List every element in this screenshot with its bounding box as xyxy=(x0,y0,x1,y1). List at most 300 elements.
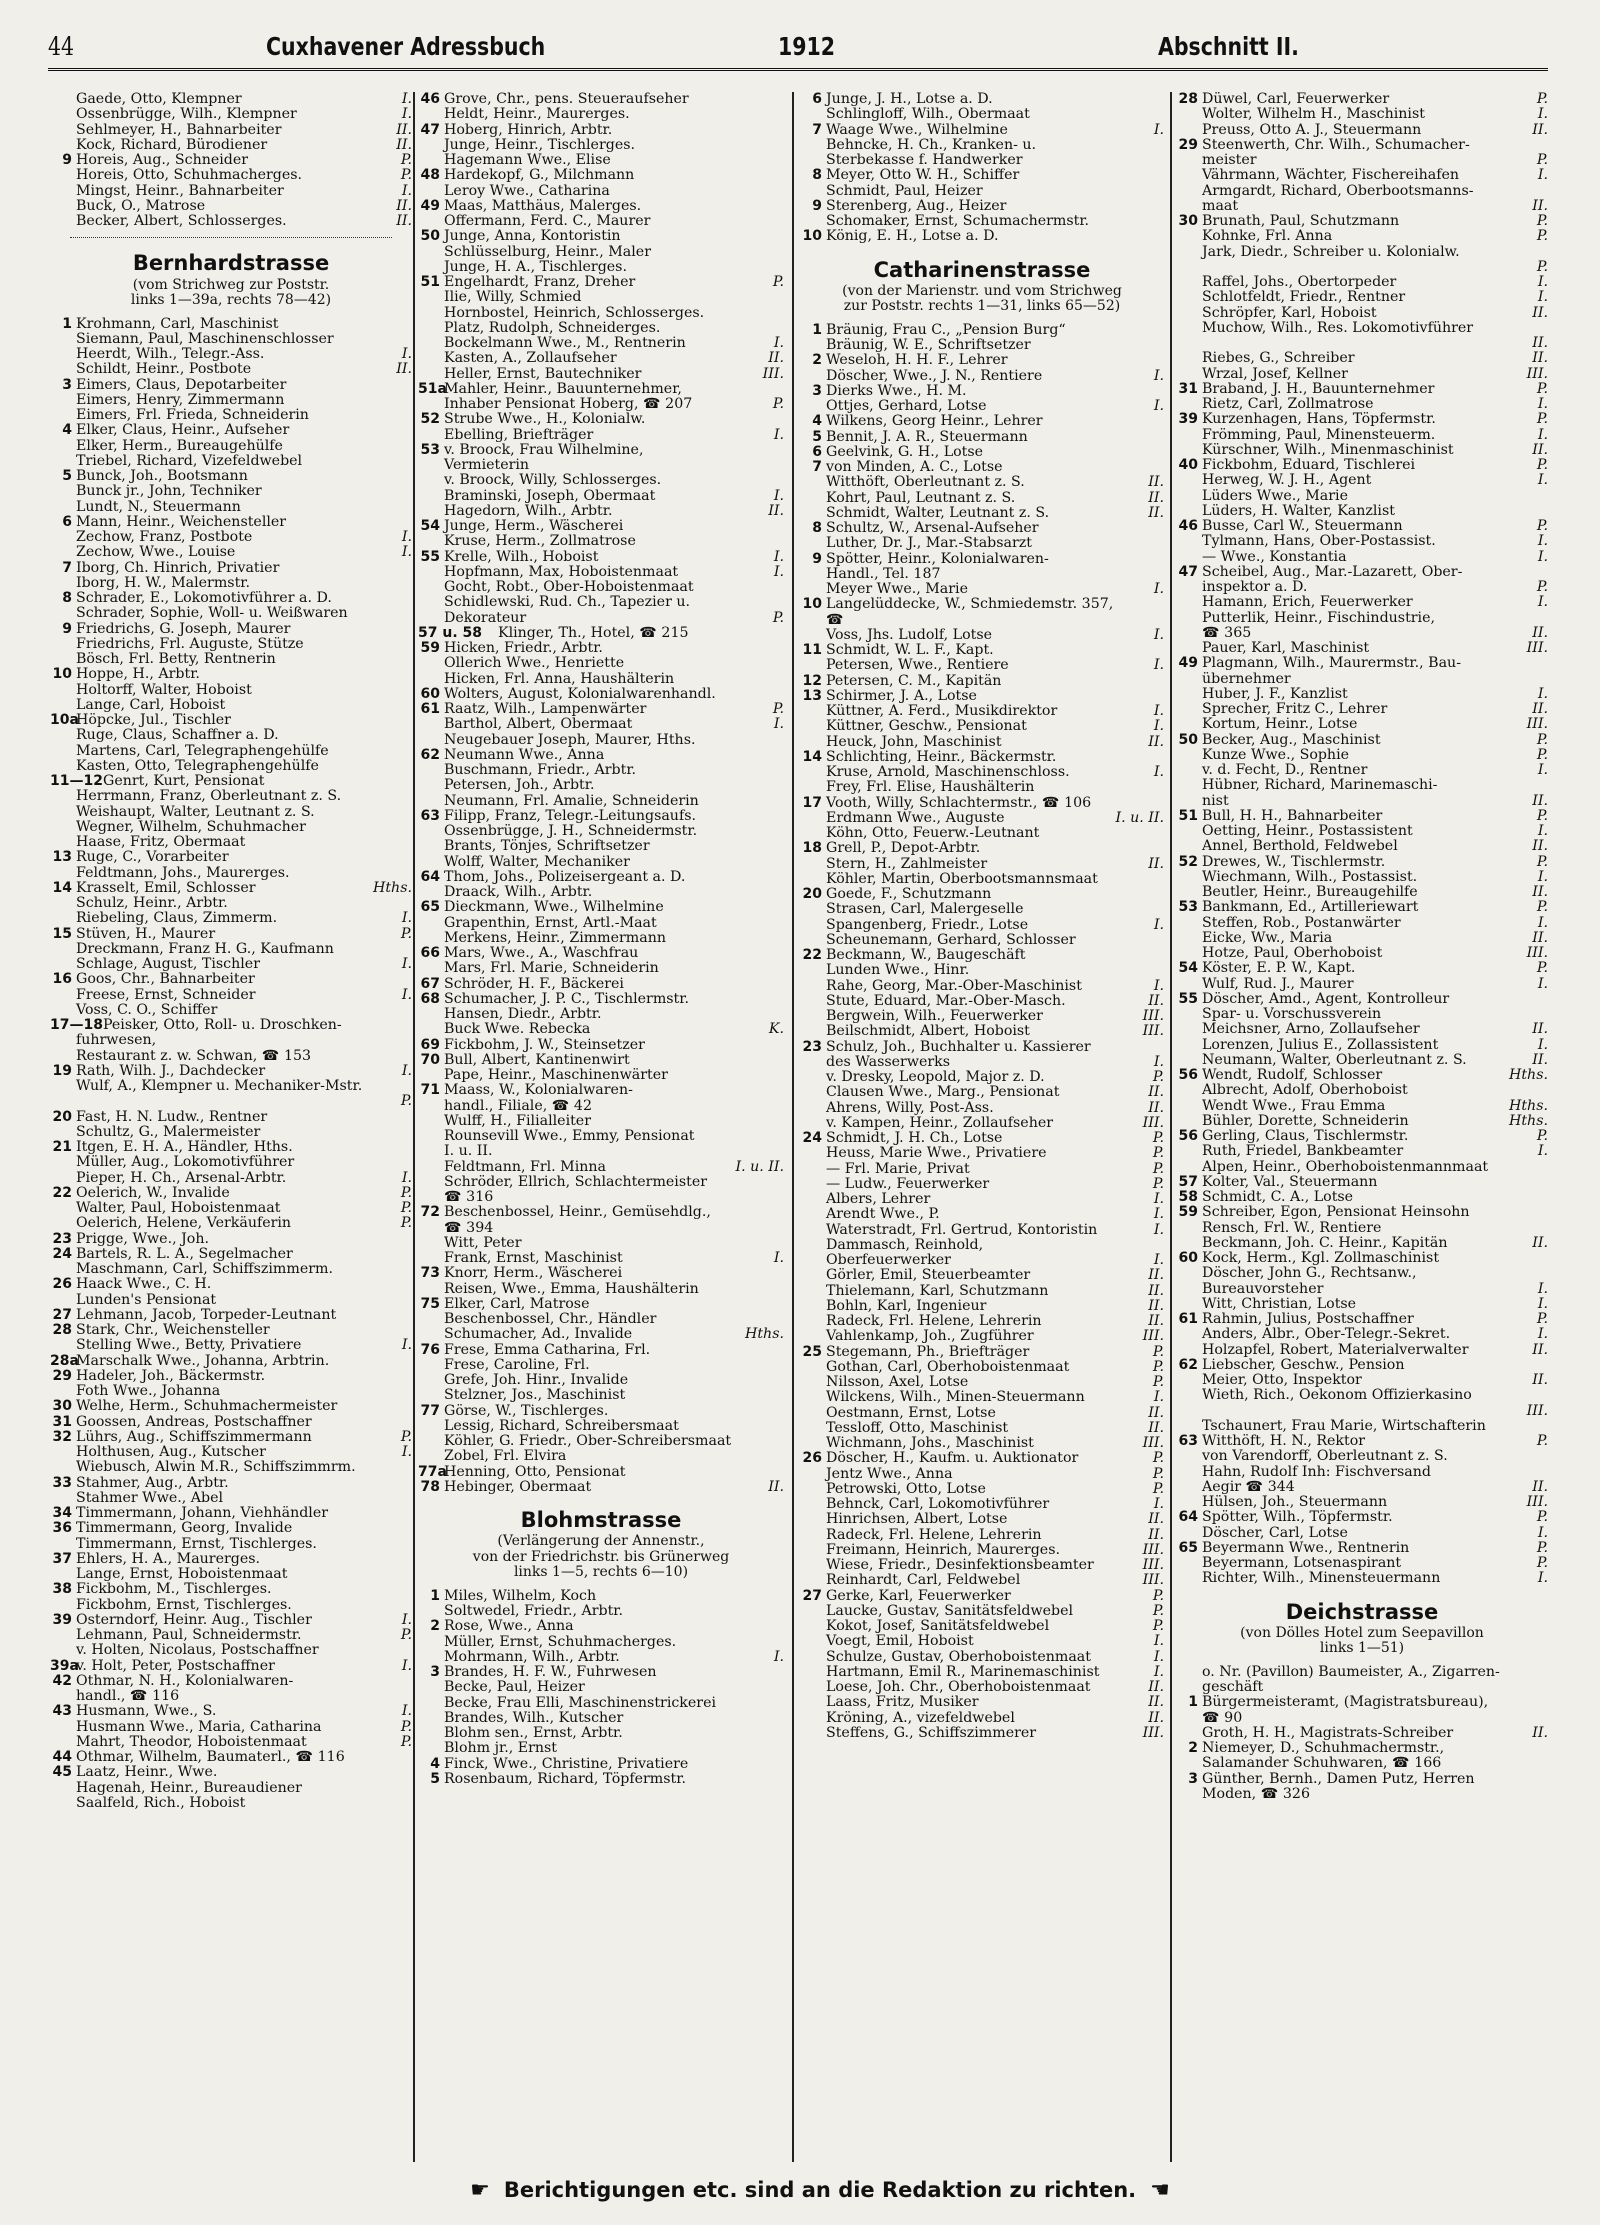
house-number: 8 xyxy=(812,168,822,184)
directory-entry xyxy=(418,1114,784,1129)
directory-entry xyxy=(50,606,412,621)
directory-entry xyxy=(800,414,1164,429)
directory-entry xyxy=(800,1558,1164,1573)
directory-entry xyxy=(418,1772,784,1787)
resident-text: Freimann, Heinrich, Maurerges. xyxy=(826,1542,1060,1558)
resident-text: Walter, Paul, Hoboistenmaat xyxy=(76,1201,281,1216)
directory-entry xyxy=(50,1369,412,1384)
house-number: 22 xyxy=(52,1185,72,1201)
resident-text: Mahrt, Theodor, Hoboistenmaat xyxy=(76,1734,307,1750)
floor-marker: P. xyxy=(1534,92,1548,107)
page-header xyxy=(48,28,1548,71)
floor-marker: II. xyxy=(1145,491,1164,506)
floor-marker: I. xyxy=(1151,628,1164,643)
resident-text: Wulff, H., Filialleiter xyxy=(444,1113,591,1129)
floor-marker: P. xyxy=(1534,153,1548,168)
resident-text: Wolters, August, Kolonialwarenhandl. xyxy=(444,686,716,702)
resident-text: Hicken, Frl. Anna, Haushälterin xyxy=(444,671,675,687)
resident-text: Schrader, E., Lokomotivführer a. D. xyxy=(76,591,332,606)
floor-marker: III. xyxy=(1140,1573,1164,1588)
floor-marker: I. xyxy=(1151,1223,1164,1238)
directory-entry xyxy=(800,199,1164,214)
resident-text: Buck Wwe. Rebecka xyxy=(444,1022,591,1038)
house-number: 50 xyxy=(1178,732,1198,748)
resident-text: Wilckens, Wilh., Minen-Steuermann xyxy=(826,1390,1085,1406)
floor-marker: II. xyxy=(1145,1695,1164,1710)
resident-text: Haack Wwe., C. H. xyxy=(76,1277,212,1293)
resident-text: Jentz Wwe., Anna xyxy=(826,1466,953,1482)
directory-entry xyxy=(418,412,784,427)
directory-entry xyxy=(418,168,784,183)
directory-entry xyxy=(50,881,412,896)
resident-text: Hagemann Wwe., Elise xyxy=(444,153,611,168)
floor-marker: P. xyxy=(1150,1467,1164,1482)
directory-entry xyxy=(1176,885,1548,900)
directory-entry xyxy=(418,672,784,687)
directory-entry xyxy=(50,667,412,682)
directory-entry xyxy=(418,1696,784,1711)
resident-text: Schultz, G., Malermeister xyxy=(76,1124,261,1140)
directory-entry xyxy=(50,713,412,728)
directory-entry xyxy=(50,561,412,576)
directory-entry xyxy=(1176,519,1548,534)
floor-marker: I. xyxy=(771,1251,784,1266)
directory-entry xyxy=(800,735,1164,750)
house-number: 51 xyxy=(1178,808,1198,824)
directory-entry xyxy=(800,1192,1164,1207)
floor-marker: P. xyxy=(1150,1146,1164,1161)
resident-text: Gerling, Claus, Tischlermstr. xyxy=(1202,1129,1409,1144)
year: 1912 xyxy=(778,32,836,61)
floor-marker: I. xyxy=(1535,687,1548,702)
resident-text: Bösch, Frl. Betty, Rentnerin xyxy=(76,652,276,667)
resident-text: Hebinger, Obermaat xyxy=(444,1479,592,1495)
resident-text: handl., Filiale, ☎ 42 xyxy=(444,1098,592,1114)
directory-entry xyxy=(50,423,412,438)
floor-marker: III. xyxy=(1524,1495,1548,1510)
resident-text: Kohrt, Paul, Leutnant z. S. xyxy=(826,490,1016,506)
floor-marker: P. xyxy=(1150,1177,1164,1192)
resident-text: Eicke, Ww., Maria xyxy=(1202,930,1333,946)
resident-text: Mingst, Heinr., Bahnarbeiter xyxy=(76,183,284,199)
directory-entry xyxy=(418,290,784,305)
house-number: 56 xyxy=(1178,1129,1198,1144)
directory-entry xyxy=(800,214,1164,229)
resident-text: Bürgermeisteramt, (Magistratsbureau), xyxy=(1202,1695,1489,1711)
directory-entry xyxy=(418,885,784,900)
directory-entry xyxy=(1176,1434,1548,1449)
floor-marker: P. xyxy=(1150,1604,1164,1619)
floor-marker: I. xyxy=(399,1338,412,1353)
section-label: Abschnitt II. xyxy=(1158,32,1299,61)
resident-text: Fickbohm, M., Tischlerges. xyxy=(76,1582,272,1598)
house-number: 9 xyxy=(812,551,822,567)
resident-text: Schröder, Ellrich, Schlachtermeister xyxy=(444,1174,708,1190)
resident-text: Junge, Herm., Wäscherei xyxy=(444,519,624,534)
floor-marker: Hths. xyxy=(742,1327,784,1342)
directory-entry xyxy=(418,1297,784,1312)
floor-marker: II. xyxy=(1145,1268,1164,1283)
resident-text: Inhaber Pensionat Hoberg, ☎ 207 xyxy=(444,397,693,412)
house-number: 45 xyxy=(52,1765,72,1781)
house-number: 73 xyxy=(420,1266,440,1282)
directory-entry xyxy=(418,473,784,488)
resident-text: Geelvink, G. H., Lotse xyxy=(826,444,984,460)
resident-text: Becke, Frau Elli, Maschinenstrickerei xyxy=(444,1695,717,1711)
directory-entry xyxy=(1176,855,1548,870)
house-number: 39 xyxy=(52,1612,72,1628)
directory-entry xyxy=(418,809,784,824)
resident-text: Lührs, Aug., Schiffszimmermann xyxy=(76,1429,312,1445)
resident-text: Neumann, Frl. Amalie, Schneiderin xyxy=(444,793,699,809)
resident-text: Husmann Wwe., Maria, Catharina xyxy=(76,1719,322,1735)
house-number: 7 xyxy=(62,560,72,576)
directory-entry xyxy=(418,534,784,549)
directory-entry xyxy=(50,1232,412,1247)
directory-entry xyxy=(800,841,1164,856)
directory-entry xyxy=(50,184,412,199)
directory-entry xyxy=(1176,1038,1548,1053)
resident-text: Filipp, Franz, Telegr.-Leitungsaufs. xyxy=(444,808,696,824)
directory-entry xyxy=(800,1421,1164,1436)
directory-entry xyxy=(1176,1129,1548,1144)
resident-text: Hornbostel, Heinrich, Schlosserges. xyxy=(444,305,705,321)
directory-entry xyxy=(50,1506,412,1521)
house-number: 32 xyxy=(52,1429,72,1445)
house-number: 3 xyxy=(430,1665,440,1680)
resident-text: Meyer Wwe., Marie xyxy=(826,582,968,597)
floor-marker: III. xyxy=(1140,1558,1164,1573)
directory-entry xyxy=(418,1053,784,1068)
directory-entry xyxy=(1176,977,1548,992)
directory-entry xyxy=(800,107,1164,122)
resident-text: Döscher, John G., Rechtsanw., xyxy=(1202,1266,1417,1282)
directory-entry xyxy=(50,1384,412,1399)
floor-marker: I. xyxy=(771,428,784,443)
directory-entry xyxy=(418,1589,784,1604)
floor-marker: II. xyxy=(1529,1053,1548,1068)
resident-text: Beyermann Wwe., Rentnerin xyxy=(1202,1540,1410,1556)
floor-marker: II. xyxy=(393,214,412,229)
floor-marker: II. xyxy=(1529,1726,1548,1741)
floor-marker: P. xyxy=(770,397,784,412)
column-divider xyxy=(413,92,415,2162)
directory-entry xyxy=(418,931,784,946)
resident-text: Wilkens, Georg Heinr., Lehrer xyxy=(826,414,1043,430)
floor-marker: I. xyxy=(1151,918,1164,933)
floor-marker: P. xyxy=(770,702,784,717)
house-number: 77a xyxy=(418,1464,447,1480)
directory-entry xyxy=(50,408,412,423)
directory-entry xyxy=(418,382,784,397)
directory-entry xyxy=(1176,824,1548,839)
directory-entry xyxy=(1176,184,1548,199)
directory-entry xyxy=(418,611,784,626)
directory-entry xyxy=(1176,1236,1548,1251)
resident-text: Frey, Frl. Elise, Haushälterin xyxy=(826,780,1035,796)
house-number: 16 xyxy=(52,972,72,988)
directory-entry xyxy=(50,805,412,820)
street-description: (vom Strichweg zur Poststr. xyxy=(132,276,330,293)
resident-text: Maschmann, Carl, Schiffszimmerm. xyxy=(76,1262,333,1277)
house-number: 29 xyxy=(1178,137,1198,153)
directory-entry xyxy=(800,1665,1164,1680)
resident-text: Grell, P., Depot-Arbtr. xyxy=(826,841,981,857)
floor-marker: I. xyxy=(399,988,412,1003)
resident-text: I. u. II. xyxy=(444,1144,493,1160)
floor-marker: P. xyxy=(1534,748,1548,763)
resident-text: Ruge, C., Vorarbeiter xyxy=(76,850,229,866)
floor-marker: Hths. xyxy=(1506,1068,1548,1083)
column-divider xyxy=(792,92,794,2162)
resident-text: ☎ 316 xyxy=(444,1190,494,1205)
floor-marker: II. xyxy=(393,362,412,377)
directory-entry xyxy=(800,1528,1164,1543)
floor-marker: I. xyxy=(771,565,784,580)
resident-text: Kock, Richard, Bürodiener xyxy=(76,137,268,153)
house-number: 11—12 xyxy=(50,774,103,789)
resident-text: Schreiber, Egon, Pensionat Heinsohn xyxy=(1202,1205,1470,1221)
directory-entry xyxy=(418,702,784,717)
directory-entry xyxy=(800,399,1164,414)
floor-marker: I. xyxy=(771,550,784,565)
floor-marker: I. xyxy=(1535,1327,1548,1342)
floor-marker: II. xyxy=(1145,1528,1164,1543)
directory-entry xyxy=(800,445,1164,460)
resident-text: Strube Wwe., H., Kolonialw. xyxy=(444,412,646,428)
resident-text: Braband, J. H., Bauunternehmer xyxy=(1202,381,1435,397)
resident-text: Witthöft, H. N., Rektor xyxy=(1202,1434,1366,1449)
house-number: 36 xyxy=(52,1521,72,1537)
directory-entry xyxy=(800,857,1164,872)
house-number: 60 xyxy=(420,686,440,702)
floor-marker: P. xyxy=(1534,809,1548,824)
resident-text: Bankmann, Ed., Artilleriewart xyxy=(1202,900,1419,916)
floor-marker: II. xyxy=(1145,1711,1164,1726)
resident-text: Muchow, Wilh., Res. Lokomotivführer xyxy=(1202,320,1474,336)
directory-entry xyxy=(1176,702,1548,717)
resident-text: Sprecher, Fritz C., Lehrer xyxy=(1202,702,1388,717)
directory-entry xyxy=(418,1129,784,1144)
directory-entry xyxy=(800,948,1164,963)
directory-entry xyxy=(50,1704,412,1719)
resident-text: Döscher, Wwe., J. N., Rentiere xyxy=(826,368,1043,384)
resident-text: Rietz, Carl, Zollmatrose xyxy=(1202,397,1374,412)
resident-text: Behnck, Carl, Lokomotivführer xyxy=(826,1497,1050,1512)
directory-entry xyxy=(418,1726,784,1741)
floor-marker: P. xyxy=(398,1094,412,1109)
directory-entry xyxy=(50,1125,412,1140)
resident-text: übernehmer xyxy=(1202,671,1291,687)
resident-text: Wendt Wwe., Frau Emma xyxy=(1202,1098,1386,1114)
directory-entry xyxy=(800,1131,1164,1146)
directory-entry xyxy=(1176,260,1548,275)
directory-entry xyxy=(800,1512,1164,1527)
resident-text: Kürschner, Wilh., Minenmaschinist xyxy=(1202,442,1454,458)
directory-entry xyxy=(800,674,1164,689)
floor-marker: II. xyxy=(1145,1680,1164,1695)
resident-text: — Wwe., Konstantia xyxy=(1202,549,1347,565)
floor-marker: P. xyxy=(1150,1451,1164,1466)
resident-text: Maass, W., Kolonialwaren- xyxy=(444,1083,633,1099)
resident-text: Kunze Wwe., Sophie xyxy=(1202,747,1350,763)
house-number: 28 xyxy=(1178,92,1198,107)
directory-entry xyxy=(1176,275,1548,290)
resident-text: Voegt, Emil, Hoboist xyxy=(826,1634,974,1650)
directory-entry xyxy=(50,820,412,835)
house-number: 10 xyxy=(802,229,822,245)
floor-marker: I. xyxy=(1535,534,1548,549)
street-heading: Blohmstrasse xyxy=(520,1508,682,1532)
directory-entry xyxy=(418,1635,784,1650)
floor-marker: I. xyxy=(771,489,784,504)
floor-marker: I. xyxy=(1535,473,1548,488)
house-number: 2 xyxy=(812,353,822,369)
directory-entry xyxy=(50,168,412,183)
resident-text: v. d. Fecht, D., Rentner xyxy=(1202,763,1368,778)
resident-text: Riebeling, Claus, Zimmerm. xyxy=(76,911,278,927)
directory-entry xyxy=(50,637,412,652)
floor-marker: III. xyxy=(1524,717,1548,732)
directory-entry xyxy=(800,1436,1164,1451)
directory-entry xyxy=(50,1201,412,1216)
resident-text: Brandes, H. F. W., Fuhrwesen xyxy=(444,1665,657,1680)
directory-entry xyxy=(800,521,1164,536)
street-description: (Verlängerung der Annenstr., xyxy=(497,1533,705,1550)
directory-entry xyxy=(800,460,1164,475)
house-number: 63 xyxy=(420,808,440,824)
resident-text: Steffens, G., Schiffszimmerer xyxy=(826,1725,1037,1741)
directory-entry xyxy=(1176,92,1548,107)
resident-text: Goossen, Andreas, Postschaffner xyxy=(76,1414,312,1430)
directory-entry xyxy=(1176,428,1548,443)
directory-entry xyxy=(50,911,412,926)
resident-text: Friedrichs, Frl. Auguste, Stütze xyxy=(76,636,304,652)
directory-entry xyxy=(50,1643,412,1658)
resident-text: Beilschmidt, Albert, Hoboist xyxy=(826,1024,1030,1040)
resident-text: Putterlik, Heinr., Fischindustrie, xyxy=(1202,610,1435,626)
resident-text: Kohnke, Frl. Anna xyxy=(1202,229,1333,245)
house-number: 6 xyxy=(812,444,822,460)
floor-marker: II. xyxy=(1529,1236,1548,1251)
resident-text: Lundt, N., Steuermann xyxy=(76,499,241,515)
floor-marker: I. xyxy=(399,347,412,362)
directory-entry xyxy=(800,567,1164,582)
directory-entry xyxy=(1176,1541,1548,1556)
directory-entry xyxy=(800,1650,1164,1665)
directory-entry xyxy=(1176,656,1548,671)
resident-text: Jark, Diedr., Schreiber u. Kolonialw. xyxy=(1202,244,1460,260)
directory-entry xyxy=(1176,931,1548,946)
column-4 xyxy=(1176,92,1548,2162)
resident-text: Martens, Carl, Telegraphengehülfe xyxy=(76,743,329,759)
floor-marker: P. xyxy=(770,275,784,290)
floor-marker: II. xyxy=(1529,306,1548,321)
directory-entry xyxy=(1176,1114,1548,1129)
directory-entry xyxy=(800,123,1164,138)
resident-text: Leroy Wwe., Catharina xyxy=(444,183,610,199)
directory-entry xyxy=(50,744,412,759)
house-number: 59 xyxy=(420,641,440,656)
resident-text: Riebes, G., Schreiber xyxy=(1202,351,1355,367)
resident-text: Braminski, Joseph, Obermaat xyxy=(444,488,656,504)
floor-marker: II. xyxy=(1529,626,1548,641)
resident-text: Timmermann, Ernst, Tischlerges. xyxy=(76,1536,317,1552)
directory-entry xyxy=(418,245,784,260)
directory-entry xyxy=(1176,1680,1548,1695)
house-number: 66 xyxy=(420,946,440,961)
house-number: 7 xyxy=(812,460,822,475)
resident-text: Huber, J. F., Kanzlist xyxy=(1202,686,1348,702)
resident-text: Dekorateur xyxy=(444,610,527,626)
resident-text: Nilsson, Axel, Lotse xyxy=(826,1375,969,1390)
floor-marker: P. xyxy=(1534,519,1548,534)
resident-text: Groth, H. H., Magistrats-Schreiber xyxy=(1202,1725,1454,1741)
directory-entry xyxy=(1176,1343,1548,1358)
resident-text: Stüven, H., Maurer xyxy=(76,926,216,942)
directory-entry xyxy=(418,1007,784,1022)
resident-text: Oetting, Heinr., Postassistent xyxy=(1202,824,1413,839)
resident-text: Stahmer, Aug., Arbtr. xyxy=(76,1475,229,1491)
floor-marker: I. u. II. xyxy=(1113,811,1165,826)
directory-entry xyxy=(800,153,1164,168)
resident-text: Bennit, J. A. R., Steuermann xyxy=(826,429,1028,445)
directory-entry xyxy=(50,1689,412,1704)
house-number: 56 xyxy=(1178,1068,1198,1083)
house-number: 8 xyxy=(62,591,72,606)
resident-text: Albers, Lehrer xyxy=(826,1192,931,1207)
resident-text: — Ludw., Feuerwerker xyxy=(826,1176,990,1192)
floor-marker: I. xyxy=(399,957,412,972)
directory-entry xyxy=(800,887,1164,902)
resident-text: Meichsner, Arno, Zollaufseher xyxy=(1202,1022,1420,1038)
floor-marker: II. xyxy=(1529,839,1548,854)
directory-entry xyxy=(1176,1373,1548,1388)
resident-text: Becker, Aug., Maschinist xyxy=(1202,732,1381,748)
house-number: 6 xyxy=(812,92,822,107)
resident-text: Prigge, Wwe., Joh. xyxy=(76,1231,209,1247)
directory-entry xyxy=(800,1619,1164,1634)
resident-text: Waage Wwe., Wilhelmine xyxy=(826,122,1008,138)
floor-marker: I. xyxy=(1151,1207,1164,1222)
directory-entry xyxy=(418,794,784,809)
directory-entry xyxy=(50,1582,412,1597)
directory-entry xyxy=(418,1343,784,1358)
resident-text: Gothan, Carl, Oberhoboistenmaat xyxy=(826,1359,1070,1375)
directory-entry xyxy=(418,1144,784,1159)
resident-text: Restaurant z. w. Schwan, ☎ 153 xyxy=(76,1048,312,1064)
floor-marker: P. xyxy=(1150,1070,1164,1085)
resident-text: Vooth, Willy, Schlachtermstr., ☎ 106 xyxy=(826,795,1092,811)
directory-entry xyxy=(1176,382,1548,397)
directory-entry xyxy=(50,850,412,865)
resident-text: Stahmer Wwe., Abel xyxy=(76,1490,224,1506)
resident-text: Witt, Peter xyxy=(444,1235,522,1251)
resident-text: Rounsevill Wwe., Emmy, Pensionat xyxy=(444,1129,695,1144)
directory-entry xyxy=(418,961,784,976)
resident-text: Herrmann, Franz, Oberleutnant z. S. xyxy=(76,789,342,805)
directory-entry xyxy=(418,1312,784,1327)
directory-entry xyxy=(1176,1160,1548,1175)
resident-text: Ossenbrügge, Wilh., Klempner xyxy=(76,107,297,123)
resident-text: Bunck jr., John, Techniker xyxy=(76,484,262,500)
resident-text: Klinger, Th., Hotel, ☎ 215 xyxy=(498,625,689,641)
resident-text: Wulf, A., Klempner u. Mechaniker-Mstr. xyxy=(76,1079,363,1094)
resident-text: Schumacher, J. P. C., Tischlermstr. xyxy=(444,991,689,1007)
directory-entry xyxy=(1176,1083,1548,1098)
directory-entry xyxy=(800,184,1164,199)
resident-text: Mahler, Heinr., Bauunternehmer, xyxy=(444,381,682,397)
